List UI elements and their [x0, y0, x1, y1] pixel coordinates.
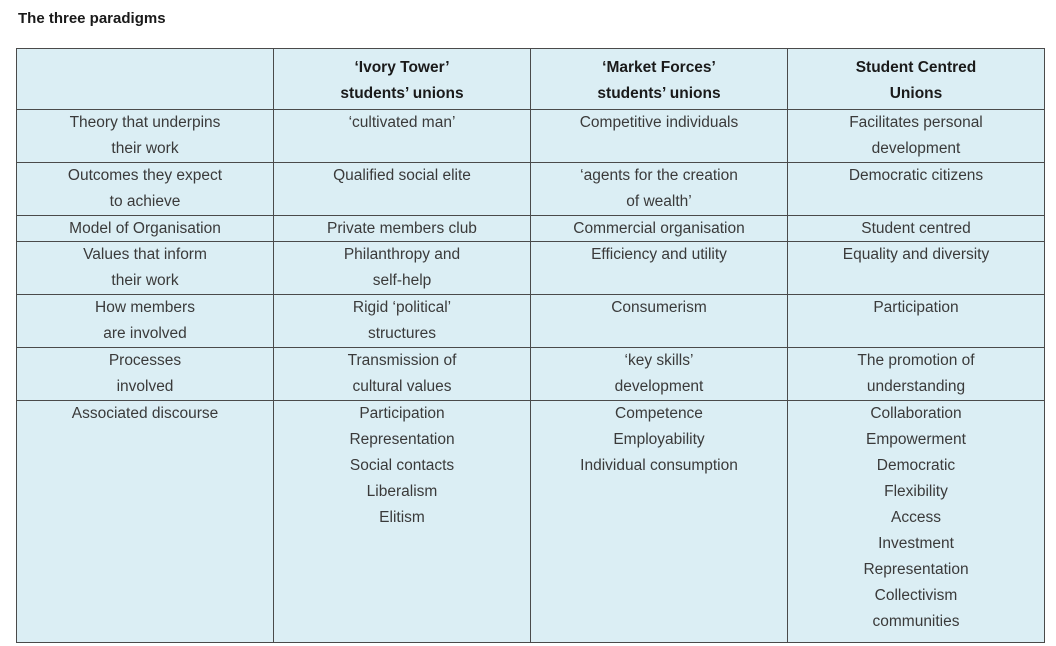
header-line: ‘Ivory Tower’	[354, 59, 450, 76]
table-cell	[274, 348, 531, 401]
row-label-cell	[17, 401, 274, 643]
cell-line: of wealth’	[626, 193, 692, 210]
cell-line: Representation	[349, 431, 455, 448]
table-cell	[274, 216, 531, 242]
cell-line: Employability	[613, 431, 705, 448]
cell-line: are involved	[103, 325, 187, 342]
table-cell	[531, 216, 788, 242]
cell-line: Rigid ‘political’	[352, 299, 452, 316]
cell-line: ‘key skills’	[624, 352, 694, 369]
header-line: students’ unions	[597, 85, 721, 102]
row-label-cell	[17, 295, 274, 348]
cell-line: Collaboration	[870, 405, 962, 422]
table-row	[17, 216, 1045, 242]
cell-line: cultural values	[352, 378, 452, 395]
table-cell	[788, 295, 1045, 348]
cell-line: Elitism	[379, 509, 425, 526]
cell-line: Democratic	[876, 457, 956, 474]
table-cell	[531, 348, 788, 401]
table-cell	[788, 348, 1045, 401]
table-header-row	[17, 49, 1045, 110]
table-cell	[531, 163, 788, 216]
cell-line: How members	[95, 299, 195, 316]
header-market-forces	[531, 49, 788, 110]
cell-line: Access	[891, 509, 941, 526]
cell-line: Democratic citizens	[848, 167, 984, 184]
table-row	[17, 295, 1045, 348]
page-title: The three paradigms	[18, 10, 166, 27]
cell-line: ‘agents for the creation	[580, 167, 738, 184]
cell-line: Outcomes they expect	[67, 167, 223, 184]
cell-line: to achieve	[109, 193, 181, 210]
cell-line: Social contacts	[349, 457, 455, 474]
cell-line: Participation	[359, 405, 445, 422]
table-row	[17, 163, 1045, 216]
cell-line: Student centred	[861, 220, 971, 237]
cell-line: Transmission of	[347, 352, 457, 369]
cell-line: self-help	[372, 272, 432, 289]
table-body	[17, 110, 1045, 643]
cell-line: understanding	[866, 378, 966, 395]
cell-line: Facilitates personal	[849, 114, 983, 131]
header-ivory-tower	[274, 49, 531, 110]
cell-line: Associated discourse	[71, 405, 219, 422]
header-line: Student Centred	[855, 59, 977, 76]
cell-line: Competence	[615, 405, 703, 422]
cell-line: Private members club	[327, 220, 477, 237]
cell-line: Values that inform	[83, 246, 207, 263]
table-cell	[788, 401, 1045, 643]
header-line: Unions	[889, 85, 943, 102]
cell-line: Equality and diversity	[842, 246, 990, 263]
table-cell	[531, 242, 788, 295]
table-cell	[788, 163, 1045, 216]
cell-line: Flexibility	[884, 483, 948, 500]
table-row	[17, 242, 1045, 295]
row-label-cell	[17, 242, 274, 295]
table-row	[17, 348, 1045, 401]
cell-line: Commercial organisation	[573, 220, 745, 237]
cell-line: structures	[367, 325, 437, 342]
cell-line: Processes	[108, 352, 182, 369]
cell-line: Representation	[863, 561, 969, 578]
row-label-cell	[17, 348, 274, 401]
table-cell	[274, 163, 531, 216]
table-cell	[274, 295, 531, 348]
cell-line: development	[614, 378, 704, 395]
table-cell	[531, 295, 788, 348]
header-student-centred	[788, 49, 1045, 110]
cell-line: Theory that underpins	[69, 114, 221, 131]
cell-line: Consumerism	[611, 299, 707, 316]
cell-line: Efficiency and utility	[591, 246, 727, 263]
cell-line: Empowerment	[866, 431, 966, 448]
table-cell	[788, 242, 1045, 295]
cell-line: development	[871, 140, 961, 157]
cell-line: Competitive individuals	[579, 114, 739, 131]
header-line: ‘Market Forces’	[602, 59, 716, 76]
header-cell-blank	[17, 49, 274, 110]
table-cell	[274, 242, 531, 295]
paradigms-table	[16, 48, 1045, 643]
row-label-cell	[17, 163, 274, 216]
table-cell	[274, 401, 531, 643]
cell-line: Model of Organisation	[69, 220, 221, 237]
cell-line: Liberalism	[366, 483, 438, 500]
table-cell	[788, 216, 1045, 242]
table-cell	[788, 110, 1045, 163]
table-cell	[531, 110, 788, 163]
cell-line: Collectivism	[874, 587, 958, 604]
cell-line: their work	[111, 140, 179, 157]
cell-line: their work	[111, 272, 179, 289]
cell-line: Participation	[873, 299, 959, 316]
cell-line: Qualified social elite	[333, 167, 471, 184]
cell-line: The promotion of	[857, 352, 975, 369]
cell-line: Philanthropy and	[343, 246, 461, 263]
table-cell	[274, 110, 531, 163]
cell-line: involved	[116, 378, 174, 395]
cell-line: Investment	[878, 535, 954, 552]
cell-line: communities	[872, 613, 960, 630]
cell-line: Individual consumption	[580, 457, 738, 474]
table-row	[17, 401, 1045, 643]
header-line: students’ unions	[340, 85, 464, 102]
table-row	[17, 110, 1045, 163]
table-cell	[531, 401, 788, 643]
cell-line: ‘cultivated man’	[348, 114, 456, 131]
row-label-cell	[17, 216, 274, 242]
row-label-cell	[17, 110, 274, 163]
